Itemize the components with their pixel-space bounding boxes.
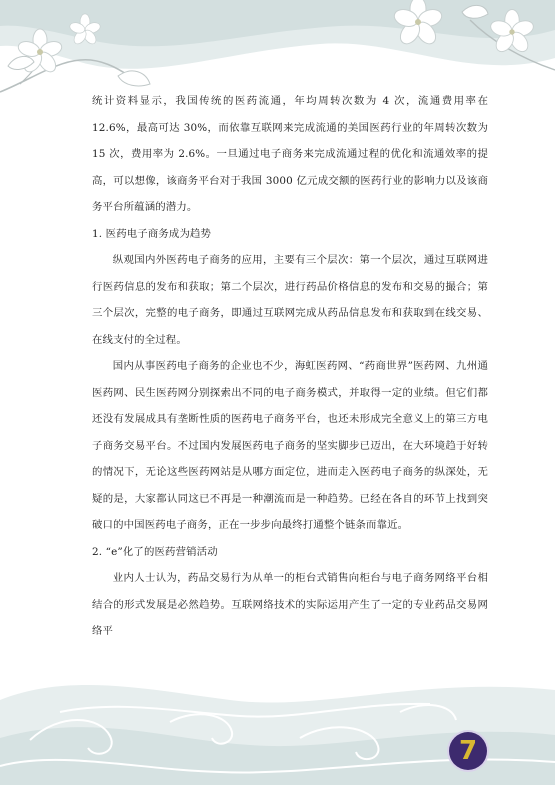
paragraph-industry-opinion: 业内人士认为，药品交易行为从单一的柜台式销售向柜台与电子商务网络平台相结合的形式发展是必然趋势。互联网络技术的实际运用产生了一定的专业药品交易网络平 xyxy=(92,572,488,637)
section-heading-2: 2. “e”化了的医药营销活动 xyxy=(92,545,218,558)
page-number-badge xyxy=(449,732,487,770)
section-heading-1: 1. 医药电子商务成为趋势 xyxy=(92,227,212,240)
document-body xyxy=(92,88,488,645)
page-number: 7 xyxy=(458,736,478,766)
paragraph-statistics: 统计资料显示，我国传统的医药流通，年均周转次数为 4 次，流通费用率在 12.6%，最高可达 30%，而依靠互联网来完成流通的美国医药行业的年周转次数为 15 次，费用率为 2.6%。一旦通过电子商务来完成流通过程的优化和流通效率的提高，可以想像，该商务平台对于我国 3000 亿元成交额的医药行业的影响力以及该商务平台所蕴涵的潜力。 xyxy=(92,95,488,213)
paragraph-application-levels: 纵观国内外医药电子商务的应用，主要有三个层次：第一个层次，通过互联网进行医药信息的发布和获取；第二个层次，进行药品价格信息的发布和交易的撮合；第三个层次，完整的电子商务，即通过互联网完成从药品信息发布和获取到在线交易、在线支付的全过程。 xyxy=(92,254,488,346)
paragraph-domestic-enterprises: 国内从事医药电子商务的企业也不少，海虹医药网、“药商世界”医药网、九州通医药网、民生医药网分别探索出不同的电子商务模式，并取得一定的业绩。但它们都还没有发展成具有垄断性质的医药电子商务平台，也还未形成完全意义上的第三方电子商务交易平台。不过国内发展医药电子商务的坚实脚步已迈出，在大环境趋于好转的情况下，无论这些医药网站是从哪方面定位，进而走入医药电子商务的纵深处，无疑的是，大家都认同这已不再是一种潮流而是一种趋势。已经在各自的环节上找到突破口的中国医药电子商务，正在一步步向最终打通整个链条而靠近。 xyxy=(92,360,488,531)
